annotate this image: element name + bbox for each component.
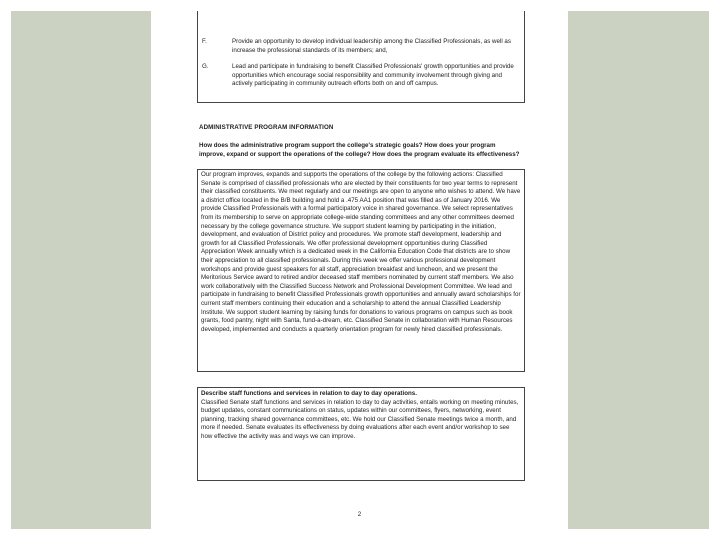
list-item-text: Lead and participate in fundraising to benefit Classified Professionals' growth opportunities and provide opportunities which encourage social responsibility and community involvement through giving and actively participating in community outreach efforts both on and off campus.: [232, 63, 514, 88]
section-heading: ADMINISTRATIVE PROGRAM INFORMATION: [199, 124, 334, 131]
list-item-letter: G.: [202, 63, 209, 70]
left-margin-panel: [11, 11, 151, 529]
functions-box: [197, 387, 525, 481]
list-item-f: [202, 38, 520, 55]
goals-list-box: [197, 11, 525, 103]
answer-box: [197, 169, 525, 372]
list-item-letter: F.: [202, 38, 207, 45]
list-item-g: [202, 63, 520, 89]
question-text: How does the administrative program support the college's strategic goals? How does your program improve, expand or support the operations of the college? How does the program evaluate its effectiveness?: [199, 142, 520, 158]
functions-text: Classified Senate staff functions and services in relation to day to day activities, entails working on meeting minutes, budget updates, constant communications on status, updates within our committees, flyers, networking, event planning, tracking shared governance committees, etc. We hold our Classified Senate meetings twice a month, and more if needed. Senate evaluates its effectiveness by doing evaluations after each event and/or workshop to see how effective the activity was and ways we can improve.: [201, 398, 519, 440]
page-number: 2: [357, 511, 362, 518]
functions-title: Describe staff functions and services in relation to day to day operations.: [201, 390, 417, 397]
document-page: [151, 11, 568, 529]
answer-text: Our program improves, expands and supports the operations of the college by the following actions: Classified Senate is comprised of classified professionals who are elected by their constituents for two year terms to represent their classified constituents. We meet regularly and our meetings are open to anyone who wishes to attend. We have a district office located in the B/B building and hold a .475 AA1 position that was filled as of January 2016. We provide Classified Professionals with a formal participatory voice in shared governance. We select representatives from its membership to serve on appropriate college-wide standing committees and any other committees deemed necessary by the college governance structure. We support student learning by participating in the initiation, development, and evaluation of District policy and procedures. We promote staff development, leadership and growth for all Classified Professionals. We offer professional development opportunities during Classified Appreciation Week annually which is a dedicated week in the California Education Code that districts are to show their appreciation to all classified professionals. During this week we offer various professional development workshops and provide guest speakers for all staff, appreciation breakfast and luncheon, and we present the Meritorious Service award to retired and/or deceased staff members nominated by current staff members. We also work collaboratively with the Classified Success Network and Professional Development Committee. We lead and participate in fundraising to benefit Classified Professionals growth opportunities and annually award scholarships for current staff members continuing their education and a scholarship to attend the annual Classified Leadership Institute. We support student learning by raising funds for donations to various programs on campus such as book grants, food pantry, night with Santa, fund-a-dream, etc. Classified Senate in collaboration with Human Resources developed, implemented and conducts a quarterly orientation program for newly hired classified professionals.: [201, 171, 521, 333]
list-item-text: Provide an opportunity to develop individual leadership among the Classified Professionals, as well as increase the professional standards of its members; and,: [232, 38, 511, 54]
right-margin-panel: [568, 11, 709, 529]
